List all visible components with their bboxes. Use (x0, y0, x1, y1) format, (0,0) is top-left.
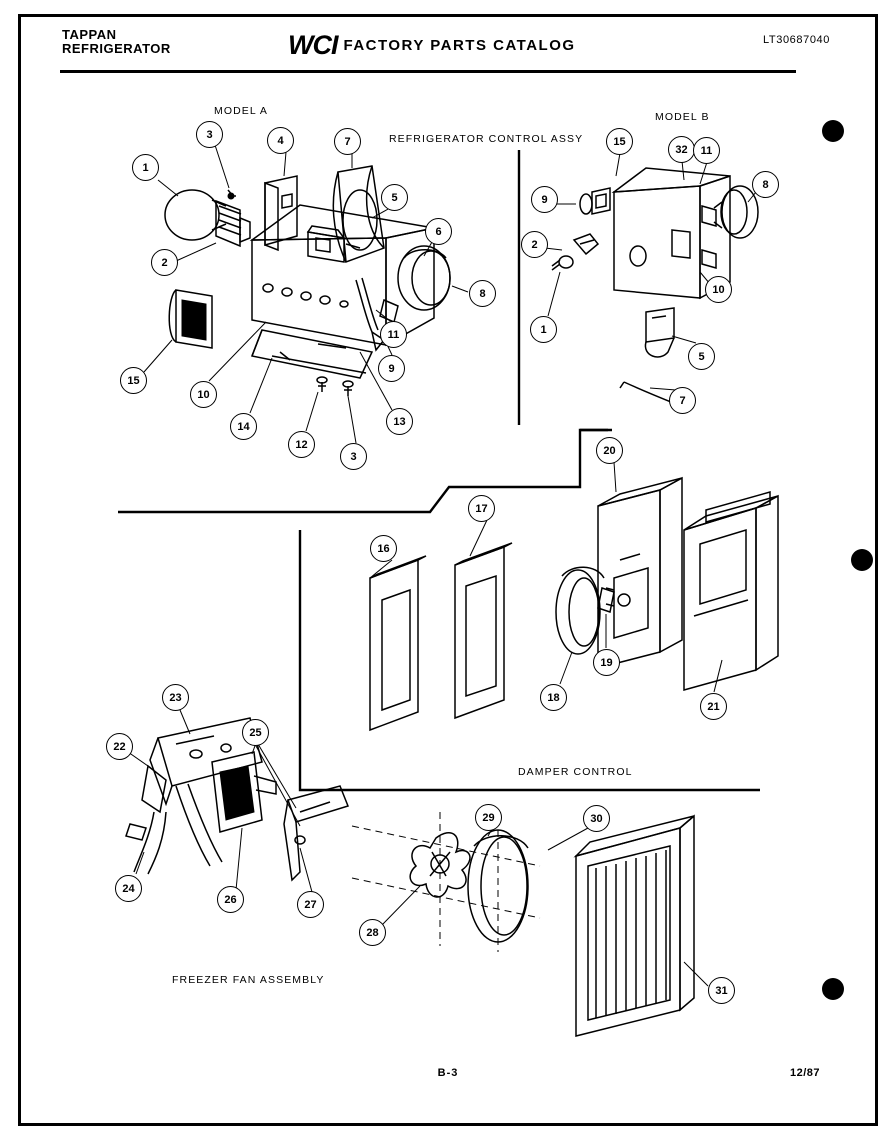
callout-bubble: 12 (288, 431, 315, 458)
callout-bubble: 15 (606, 128, 633, 155)
callout-bubble: 29 (475, 804, 502, 831)
callout-bubble: 6 (425, 218, 452, 245)
callout-bubble: 28 (359, 919, 386, 946)
assembly-title: REFRIGERATOR CONTROL ASSY (389, 133, 584, 145)
callout-bubble: 5 (688, 343, 715, 370)
model-a-label: MODEL A (214, 105, 268, 117)
freezer-fan-label: FREEZER FAN ASSEMBLY (172, 974, 325, 986)
callout-bubble: 21 (700, 693, 727, 720)
callout-bubble: 9 (378, 355, 405, 382)
callout-bubble: 24 (115, 875, 142, 902)
callout-bubble: 25 (242, 719, 269, 746)
callout-bubble: 11 (380, 321, 407, 348)
page-footer-date: 12/87 (789, 1067, 820, 1079)
callout-bubble: 16 (370, 535, 397, 562)
callout-bubble: 3 (196, 121, 223, 148)
callout-bubble: 22 (106, 733, 133, 760)
callout-bubble: 1 (530, 316, 557, 343)
callout-bubble: 27 (297, 891, 324, 918)
catalog-logo-block (288, 30, 576, 61)
callout-bubble: 9 (531, 186, 558, 213)
callout-bubble: 8 (752, 171, 779, 198)
callout-bubble: 31 (708, 977, 735, 1004)
callout-bubble: 14 (230, 413, 257, 440)
wci-logo: WCI (288, 30, 338, 60)
callout-bubble: 13 (386, 408, 413, 435)
callout-bubble: 2 (521, 231, 548, 258)
callout-bubble: 17 (468, 495, 495, 522)
callout-bubble: 23 (162, 684, 189, 711)
callout-bubble: 26 (217, 886, 244, 913)
callout-bubble: 20 (596, 437, 623, 464)
callout-bubble: 7 (669, 387, 696, 414)
part-number: LT30687040 (763, 34, 830, 46)
callout-bubble: 30 (583, 805, 610, 832)
model-b-label: MODEL B (655, 111, 710, 123)
callout-bubble: 11 (693, 137, 720, 164)
callout-bubble: 4 (267, 127, 294, 154)
callout-bubble: 7 (334, 128, 361, 155)
page-footer-number: B-3 (437, 1067, 459, 1079)
callout-bubble: 10 (705, 276, 732, 303)
callout-bubble: 3 (340, 443, 367, 470)
callout-bubble: 10 (190, 381, 217, 408)
punch-hole (851, 549, 873, 571)
punch-hole (822, 120, 844, 142)
callout-bubble: 8 (469, 280, 496, 307)
callout-bubble: 18 (540, 684, 567, 711)
brand-block (62, 28, 171, 55)
callout-bubble: 15 (120, 367, 147, 394)
brand-line-2: REFRIGERATOR (62, 40, 171, 56)
callout-bubble: 2 (151, 249, 178, 276)
catalog-title: FACTORY PARTS CATALOG (343, 37, 576, 54)
brand-line-1: TAPPAN (62, 27, 117, 42)
callout-bubble: 32 (668, 136, 695, 163)
damper-control-label: DAMPER CONTROL (518, 766, 633, 778)
callout-bubble: 19 (593, 649, 620, 676)
callout-bubble: 1 (132, 154, 159, 181)
header-divider (60, 70, 796, 73)
callout-bubble: 5 (381, 184, 408, 211)
punch-hole (822, 978, 844, 1000)
